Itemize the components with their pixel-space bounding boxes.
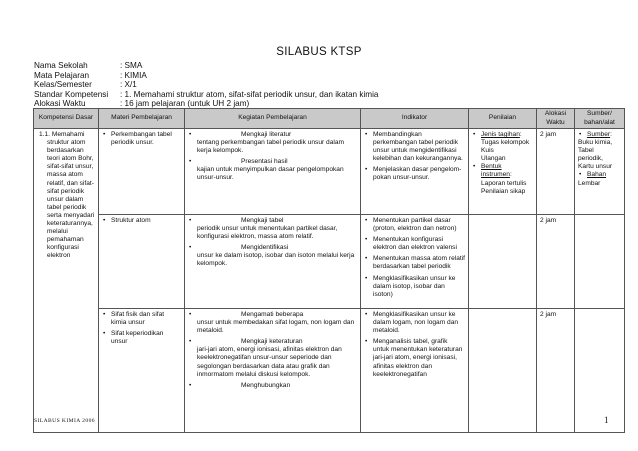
page-number: 1 bbox=[604, 415, 609, 425]
header-materi: Materi Pembelajaran bbox=[99, 109, 185, 129]
kompetensi-dasar-cell bbox=[34, 129, 99, 433]
jenis-list bbox=[472, 139, 533, 163]
penilaian-cell bbox=[469, 129, 537, 215]
bahan-label: Bahan bbox=[587, 171, 607, 179]
footer-label: SILABUS KIMIA 2006 bbox=[34, 418, 95, 424]
sumber-item: Buku kimia, bbox=[578, 139, 613, 147]
kegiatan-rest: kajian untuk menyimpulkan dasar pengelompokan unsur-unsur. bbox=[197, 166, 344, 182]
penilaian-bentuk bbox=[481, 163, 533, 179]
jenis-item: Kuis bbox=[481, 147, 494, 155]
meta-row-competency bbox=[34, 90, 378, 100]
kegiatan-cell bbox=[185, 129, 361, 215]
sumber-colon: : bbox=[610, 131, 612, 138]
document-title: SILABUS KTSP bbox=[276, 46, 362, 58]
materi-item: • Sifat fisik dan sifat kimia unsur bbox=[111, 311, 181, 327]
bentuk-list bbox=[472, 180, 533, 196]
header-indikator: Indikator bbox=[361, 109, 469, 129]
kegiatan-rest: tentang perkembangan tabel periodik unsur dalam kerja kelompok. bbox=[197, 139, 344, 155]
materi-cell bbox=[99, 129, 185, 215]
meta-value: : X/1 bbox=[120, 80, 137, 90]
table-header-row bbox=[34, 109, 625, 129]
meta-value: : 16 jam pelajaran (untuk UH 2 jam) bbox=[120, 99, 250, 109]
meta-label: Alokasi Waktu bbox=[34, 99, 86, 109]
table-row bbox=[34, 129, 625, 215]
meta-label: Nama Sekolah bbox=[34, 61, 88, 70]
kegiatan-cell bbox=[185, 215, 361, 309]
kegiatan-rest: jari-jari atom, energi ionisasi, afinitas elektron dan keelektronegatifan unsur-unsur seperiode dan segolongan berdasarkan data atau grafik dan inmormatom melalui diskusi kelompok. bbox=[197, 346, 342, 378]
alokasi-cell: 2 jam bbox=[537, 215, 575, 309]
kegiatan-item bbox=[197, 382, 357, 390]
meta-row-school bbox=[34, 61, 378, 71]
materi-item: • Perkembangan tabel periodik unsur. bbox=[111, 131, 181, 147]
bentuk-colon: : bbox=[509, 171, 512, 179]
alokasi-cell: 2 jam bbox=[537, 309, 575, 433]
sumber-cell bbox=[575, 309, 625, 433]
bahan-item: Lembar bbox=[578, 179, 601, 187]
meta-value: : KIMIA bbox=[120, 70, 147, 80]
penilaian-cell bbox=[469, 309, 537, 433]
indikator-cell bbox=[361, 309, 469, 433]
materi-cell bbox=[99, 309, 185, 433]
indikator-cell bbox=[361, 215, 469, 309]
sumber-item: periodik, bbox=[578, 155, 603, 163]
kompetensi-dasar-text: 1.1. Memahami struktur atom berdasarkan teori atom Bohr, sifat-sifat unsur, massa atom relatif, dan sifat-sifat periodik unsur dalam tabel periodik serta menyadari keteraturannya, melalui pemahaman konfigurasi elektron bbox=[39, 131, 95, 260]
kegiatan-lead: Mengamati beberapa bbox=[241, 311, 304, 318]
header-kegiatan: Kegiatan Pembelajaran bbox=[185, 109, 361, 129]
kegiatan-item bbox=[197, 311, 357, 335]
kegiatan-lead: Mengkaji literatur bbox=[241, 131, 292, 138]
indikator-item: • Menentukan massa atom relatif berdasarkan tabel periodik bbox=[373, 255, 465, 271]
materi-item: • Struktur atom bbox=[111, 217, 181, 225]
bentuk-item: Penilaian sikap bbox=[481, 187, 526, 195]
sumber-cell bbox=[575, 215, 625, 309]
kegiatan-lead: Mengkaji tabel bbox=[241, 217, 284, 224]
kegiatan-item bbox=[197, 244, 357, 268]
indikator-item: • Menentukan konfigurasi elektron dan elektron valensi bbox=[373, 236, 465, 252]
indikator-item: • Mengklasifikasikan unsur ke dalam isotop, isobar dan isoton) bbox=[373, 275, 465, 299]
indikator-item: • Membandingkan perkembangan tabel periodik unsur untuk mengidentifikasi kelebihan dan kekurangannya. bbox=[373, 131, 465, 163]
meta-row-class bbox=[34, 80, 378, 90]
indikator-item: • Menjelaskan dasar pengelom-pokan unsur-unsur. bbox=[373, 166, 465, 182]
kegiatan-rest: unsur ke dalam isotop, isobar dan isoton melalui kerja kelompok. bbox=[197, 252, 355, 268]
meta-row-subject bbox=[34, 71, 378, 81]
indikator-item: • Mengklasifikasikan unsur ke dalam logam, non logam dan metaloid. bbox=[373, 311, 465, 335]
kegiatan-item bbox=[197, 158, 357, 182]
header-penilaian: Penilaian bbox=[469, 109, 537, 129]
table-row bbox=[34, 215, 625, 309]
bentuk-item: Laporan tertulis bbox=[481, 179, 527, 187]
kegiatan-lead: Mengidentifikasi bbox=[241, 244, 289, 252]
kegiatan-item bbox=[197, 338, 357, 378]
header-alokasi: Alokasi Waktu bbox=[537, 109, 575, 129]
kegiatan-lead: Presentasi hasil bbox=[241, 158, 288, 166]
jenis-item: Ulangan bbox=[481, 155, 506, 163]
sumber-label-item bbox=[587, 131, 621, 139]
bentuk-label: Bentuk instrumen bbox=[481, 163, 510, 179]
materi-item: • Sifat keperiodikan unsur bbox=[111, 330, 181, 346]
jenis-colon: : bbox=[519, 131, 522, 138]
header-kompetensi: Kompetensi Dasar bbox=[34, 109, 99, 129]
penilaian-jenis bbox=[481, 131, 533, 139]
meta-label: Kelas/Semester bbox=[34, 80, 92, 90]
sumber-item: Tabel bbox=[578, 147, 594, 155]
meta-label: Standar Kompetensi bbox=[34, 89, 109, 99]
jenis-label: Jenis tagihan bbox=[481, 131, 520, 138]
syllabus-table bbox=[33, 108, 625, 433]
table-row bbox=[34, 309, 625, 433]
indikator-cell bbox=[361, 129, 469, 215]
identity-block bbox=[34, 61, 378, 109]
kegiatan-item bbox=[197, 131, 357, 155]
sumber-label: Sumber bbox=[587, 131, 611, 138]
kegiatan-rest: periodik unsur untuk menentukan partikel dasar, konfigurasi elektron, massa atom relatif. bbox=[197, 225, 338, 241]
sumber-item: Kartu unsur bbox=[578, 163, 613, 171]
indikator-item: • Menentukan partikel dasar (proton, elektron dan netron) bbox=[373, 217, 465, 233]
kegiatan-lead: Mengkaji keteraturan bbox=[241, 338, 303, 346]
meta-value: : SMA bbox=[120, 61, 143, 70]
kegiatan-rest: unsur untuk membedakan sifat logam, non logam dan metaloid. bbox=[197, 319, 355, 335]
kegiatan-lead: Menghubungkan bbox=[241, 381, 291, 389]
indikator-item: • Menganalisis tabel, grafik untuk menentukan keteraturan jari-jari atom, energi ionisasi, afinitas elektron dan keelektronegatifan bbox=[373, 338, 465, 378]
alokasi-cell: 2 jam bbox=[537, 129, 575, 215]
bahan-label-item bbox=[587, 171, 621, 179]
meta-value: : 1. Memahami struktur atom, sifat-sifat periodik unsur, dan ikatan kimia bbox=[120, 89, 379, 99]
kegiatan-cell bbox=[185, 309, 361, 433]
kegiatan-item bbox=[197, 217, 357, 241]
jenis-item: Tugas kelompok bbox=[481, 139, 530, 147]
meta-label: Mata Pelajaran bbox=[34, 70, 90, 80]
header-sumber: Sumber/ bahan/alat bbox=[575, 109, 625, 129]
materi-cell bbox=[99, 215, 185, 309]
sumber-cell bbox=[575, 129, 625, 215]
penilaian-cell bbox=[469, 215, 537, 309]
